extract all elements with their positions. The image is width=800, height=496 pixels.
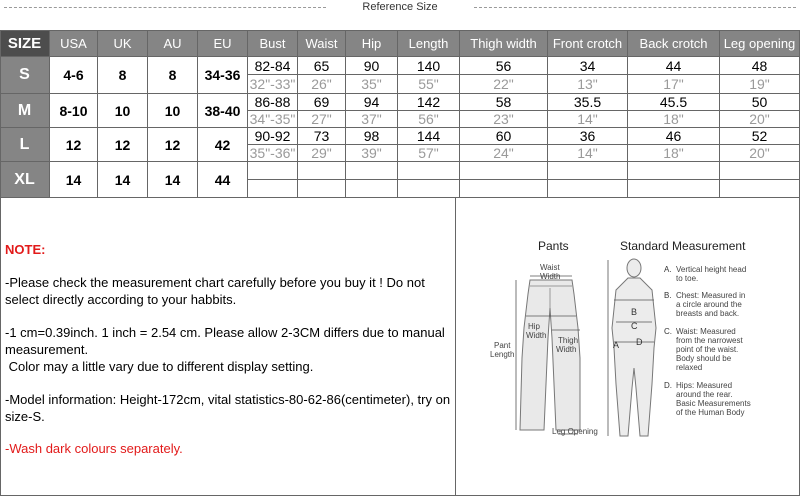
measure-inch: 22" xyxy=(460,75,548,94)
measure-cm: 44 xyxy=(628,57,720,75)
column-header: Bust xyxy=(248,30,298,57)
length-label: Length xyxy=(490,350,515,359)
measure-inch: 24" xyxy=(460,145,548,162)
standard-measurement-title: Standard Measurement xyxy=(620,239,746,253)
measure-cm: 58 xyxy=(460,94,548,111)
legend-line: around the rear. xyxy=(676,390,733,399)
measure-inch: 35"-36" xyxy=(248,145,298,162)
measure-inch xyxy=(720,180,800,198)
measure-cm: 48 xyxy=(720,57,800,75)
mark-c: C xyxy=(631,321,638,331)
measure-inch: 34"-35" xyxy=(248,111,298,128)
measurement-diagram xyxy=(456,198,800,496)
note-color-variance: Color may a little vary due to different display setting. xyxy=(5,359,314,374)
measure-cm xyxy=(398,162,460,180)
size-au: 10 xyxy=(148,94,198,128)
size-eu: 42 xyxy=(198,128,248,162)
measure-cm: 69 xyxy=(298,94,346,111)
size-au: 14 xyxy=(148,162,198,198)
column-header: Leg opening xyxy=(720,30,800,57)
measure-inch: 26" xyxy=(298,75,346,94)
mark-a: A xyxy=(613,340,620,350)
measurement-legend xyxy=(664,265,751,417)
column-header: Back crotch xyxy=(628,30,720,57)
measure-inch: 18" xyxy=(628,145,720,162)
legend-line: a circle around the xyxy=(676,300,742,309)
measure-inch: 56" xyxy=(398,111,460,128)
size-au: 12 xyxy=(148,128,198,162)
measure-inch: 29" xyxy=(298,145,346,162)
measure-cm: 50 xyxy=(720,94,800,111)
size-uk: 10 xyxy=(98,94,148,128)
measure-inch: 37" xyxy=(346,111,398,128)
size-eu: 38-40 xyxy=(198,94,248,128)
measure-cm: 52 xyxy=(720,128,800,145)
measure-inch: 55" xyxy=(398,75,460,94)
measure-inch: 17" xyxy=(628,75,720,94)
measure-cm: 34 xyxy=(548,57,628,75)
measure-cm: 144 xyxy=(398,128,460,145)
column-header: Length xyxy=(398,30,460,57)
measure-cm xyxy=(720,162,800,180)
note-conversion xyxy=(5,324,453,375)
header-rule-right xyxy=(474,7,796,8)
measure-inch xyxy=(460,180,548,198)
size-chart-table xyxy=(0,30,800,198)
size-label: S xyxy=(0,57,50,94)
measure-cm: 65 xyxy=(298,57,346,75)
measure-inch: 14" xyxy=(548,111,628,128)
legend-line: Body should be xyxy=(676,354,732,363)
size-usa: 12 xyxy=(50,128,98,162)
legend-line: Vertical height head xyxy=(676,265,747,274)
measure-cm: 82-84 xyxy=(248,57,298,75)
legend-key: C. xyxy=(664,327,672,336)
legend-line: point of the waist. xyxy=(676,345,739,354)
legend-line: to toe. xyxy=(676,274,699,283)
header-rule-left xyxy=(4,7,326,8)
size-label: XL xyxy=(0,162,50,198)
column-header: UK xyxy=(98,30,148,57)
size-usa: 4-6 xyxy=(50,57,98,94)
leg-opening-label: Leg Opening xyxy=(552,427,598,436)
column-header: SIZE xyxy=(0,30,50,57)
measure-inch: 32"-33" xyxy=(248,75,298,94)
legend-line: relaxed xyxy=(676,363,703,372)
thigh-width-label: Width xyxy=(556,345,577,354)
legend-line: from the narrowest xyxy=(676,336,743,345)
size-au: 8 xyxy=(148,57,198,94)
reference-size-header xyxy=(0,0,800,14)
column-header: Thigh width xyxy=(460,30,548,57)
pants-illustration xyxy=(520,280,580,430)
measure-inch: 13" xyxy=(548,75,628,94)
legend-line: Basic Measurements xyxy=(676,399,751,408)
measure-cm: 73 xyxy=(298,128,346,145)
size-label: L xyxy=(0,128,50,162)
measure-cm: 60 xyxy=(460,128,548,145)
measure-inch: 23" xyxy=(460,111,548,128)
column-header: Hip xyxy=(346,30,398,57)
measure-cm: 90-92 xyxy=(248,128,298,145)
measure-cm xyxy=(298,162,346,180)
column-header: Front crotch xyxy=(548,30,628,57)
measure-cm: 45.5 xyxy=(628,94,720,111)
size-label: M xyxy=(0,94,50,128)
note-wash: -Wash dark colours separately. xyxy=(5,441,183,456)
measure-cm: 94 xyxy=(346,94,398,111)
measure-cm xyxy=(548,162,628,180)
measure-cm xyxy=(460,162,548,180)
measure-inch: 19" xyxy=(720,75,800,94)
measure-cm xyxy=(248,162,298,180)
measure-cm: 46 xyxy=(628,128,720,145)
measure-inch: 57" xyxy=(398,145,460,162)
size-uk: 8 xyxy=(98,57,148,94)
thigh-label: Thigh xyxy=(558,336,579,345)
measure-inch xyxy=(398,180,460,198)
note-check-chart: -Please check the measurement chart carefully before you buy it ! Do not select directly according to your habbits. xyxy=(5,275,425,307)
measure-inch xyxy=(248,180,298,198)
legend-key: D. xyxy=(664,381,672,390)
measure-inch: 35" xyxy=(346,75,398,94)
column-header: Waist xyxy=(298,30,346,57)
size-eu: 34-36 xyxy=(198,57,248,94)
measurement-diagram-panel xyxy=(456,198,800,496)
measure-cm xyxy=(346,162,398,180)
legend-line: Chest: Measured in xyxy=(676,291,746,300)
legend-key: B. xyxy=(664,291,672,300)
legend-line: Waist: Measured xyxy=(676,327,736,336)
hip-label: Hip xyxy=(528,322,541,331)
mark-b: B xyxy=(631,307,638,317)
size-uk: 12 xyxy=(98,128,148,162)
note-title: NOTE: xyxy=(5,242,46,257)
legend-line: breasts and back. xyxy=(676,309,740,318)
legend-key: A. xyxy=(664,265,672,274)
measure-cm xyxy=(628,162,720,180)
measure-inch: 27" xyxy=(298,111,346,128)
measure-cm: 98 xyxy=(346,128,398,145)
measure-cm: 86-88 xyxy=(248,94,298,111)
reference-size-title: Reference Size xyxy=(362,1,438,13)
measure-cm: 35.5 xyxy=(548,94,628,111)
measure-cm: 142 xyxy=(398,94,460,111)
measure-inch: 20" xyxy=(720,145,800,162)
measure-inch: 39" xyxy=(346,145,398,162)
measure-inch xyxy=(346,180,398,198)
hip-width-label: Width xyxy=(526,331,547,340)
measure-cm: 140 xyxy=(398,57,460,75)
measure-inch: 14" xyxy=(548,145,628,162)
column-header: AU xyxy=(148,30,198,57)
size-usa: 14 xyxy=(50,162,98,198)
size-uk: 14 xyxy=(98,162,148,198)
column-header: USA xyxy=(50,30,98,57)
measure-cm: 90 xyxy=(346,57,398,75)
legend-line: Hips: Measured xyxy=(676,381,733,390)
waist-width-label: Width xyxy=(540,272,561,281)
measure-inch: 18" xyxy=(628,111,720,128)
measure-inch: 20" xyxy=(720,111,800,128)
note-conversion-text: -1 cm=0.39inch. 1 inch = 2.54 cm. Please allow 2-3CM differs due to manual measurement. xyxy=(5,325,445,357)
size-usa: 8-10 xyxy=(50,94,98,128)
measure-inch xyxy=(298,180,346,198)
size-eu: 44 xyxy=(198,162,248,198)
measure-inch xyxy=(628,180,720,198)
pant-label: Pant xyxy=(494,341,511,350)
notes-panel xyxy=(0,198,456,496)
note-model-info: -Model information: Height-172cm, vital statistics-80-62-86(centimeter), try on size-S. xyxy=(5,392,451,424)
measure-cm: 56 xyxy=(460,57,548,75)
mark-d: D xyxy=(636,337,643,347)
waist-label: Waist xyxy=(540,263,560,272)
legend-line: of the Human Body xyxy=(676,408,745,417)
measure-cm: 36 xyxy=(548,128,628,145)
column-header: EU xyxy=(198,30,248,57)
pants-title: Pants xyxy=(538,239,569,253)
measure-inch xyxy=(548,180,628,198)
